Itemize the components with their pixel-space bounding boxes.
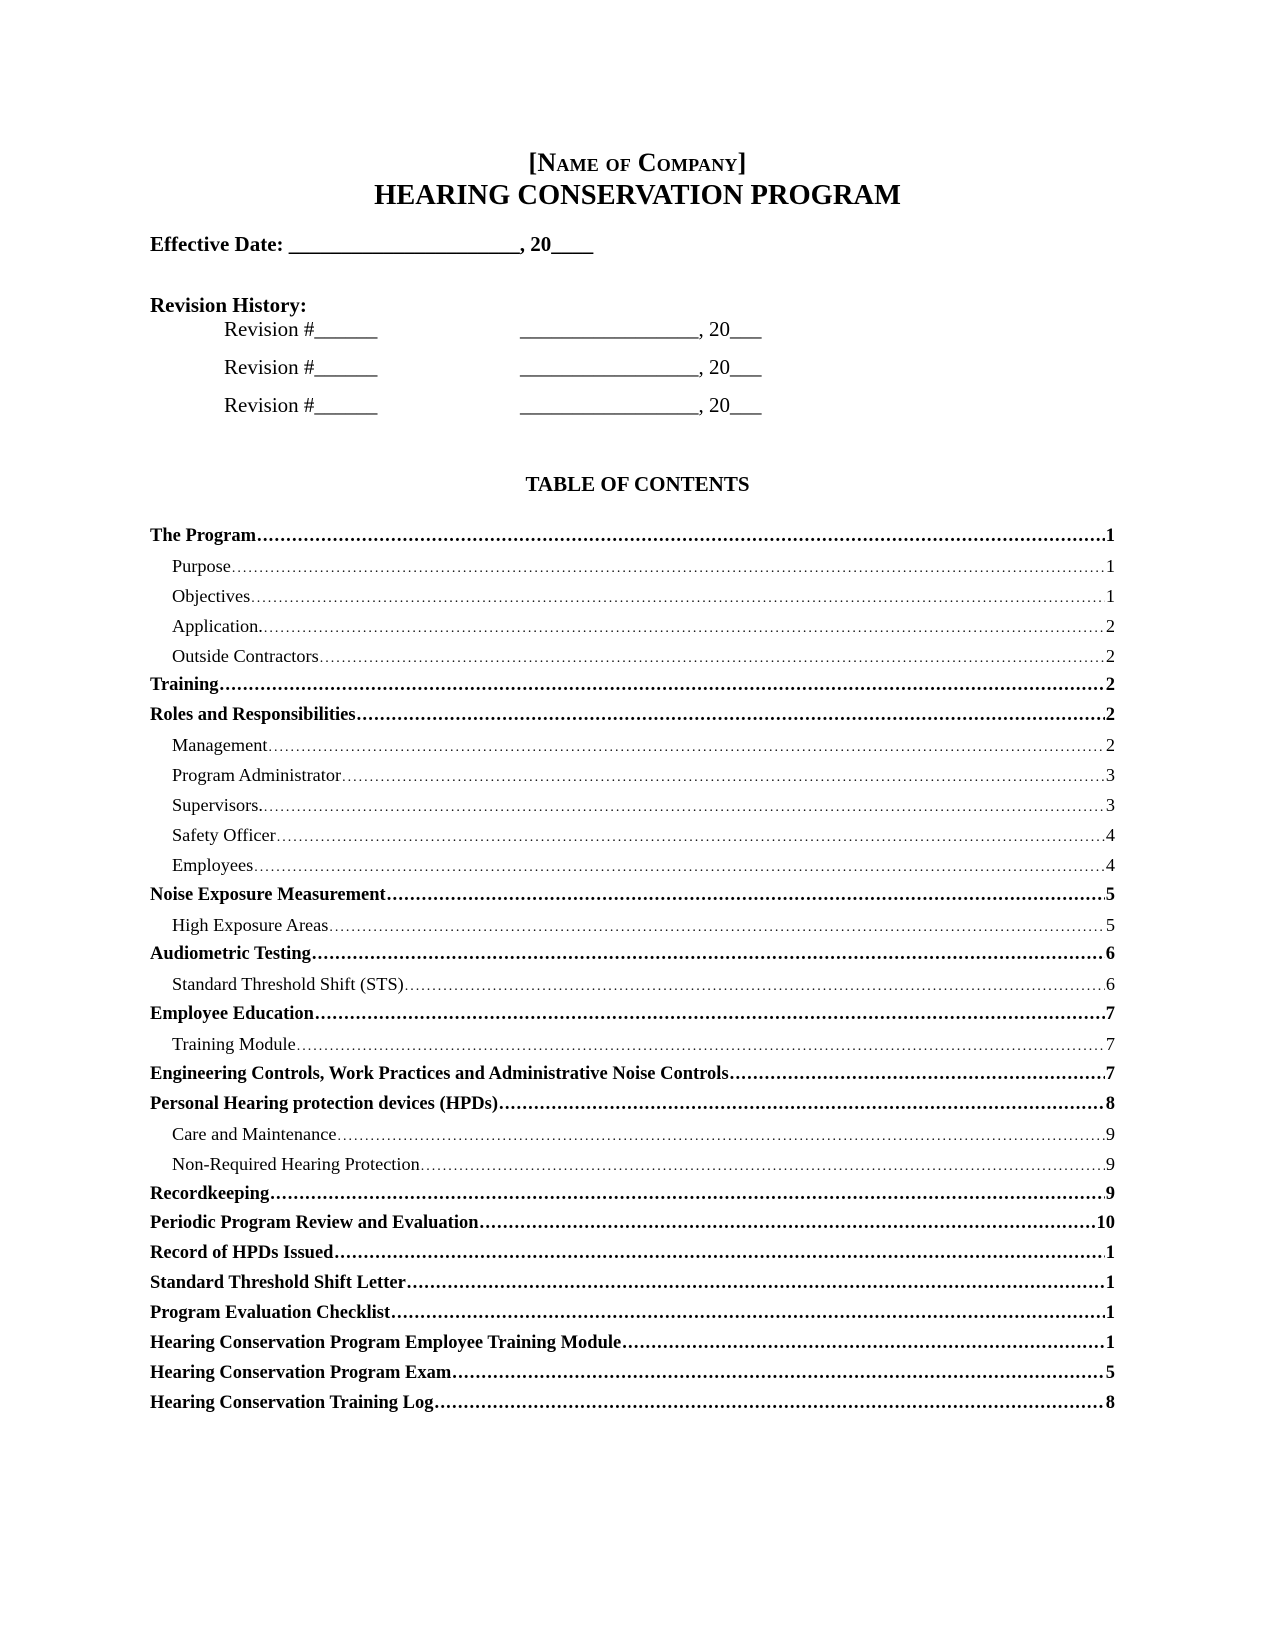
- toc-entry-title: Employee Education: [150, 1004, 314, 1025]
- toc-entry-page: 6: [1105, 944, 1115, 965]
- dot-leader: [254, 853, 1105, 883]
- toc-entry-title: High Exposure Areas: [172, 914, 329, 935]
- toc-entry[interactable]: [150, 1000, 1115, 1030]
- toc-entry-page: 2: [1105, 735, 1115, 756]
- revision-number-field[interactable]: Revision #______: [224, 355, 378, 379]
- toc-entry-title: Hearing Conservation Program Employee Training Module: [150, 1333, 622, 1354]
- toc-entry-page: 4: [1105, 854, 1115, 875]
- toc-entry-title: Standard Threshold Shift Letter: [150, 1273, 406, 1294]
- toc-entry-page: 2: [1105, 675, 1115, 696]
- toc-entry-page: 1: [1105, 526, 1115, 546]
- toc-entry[interactable]: [150, 1209, 1115, 1239]
- toc-entry-page: 2: [1105, 705, 1115, 726]
- dot-leader: [357, 701, 1105, 731]
- dot-leader: [391, 1299, 1105, 1329]
- toc-entry-page: 10: [1096, 1213, 1115, 1234]
- dot-leader: [220, 671, 1105, 701]
- toc-entry-page: 2: [1105, 645, 1115, 666]
- toc-entry[interactable]: [150, 671, 1115, 701]
- toc-entry-title: Roles and Responsibilities: [150, 705, 356, 726]
- toc-entry-page: 9: [1105, 1123, 1115, 1144]
- toc-entry[interactable]: [150, 1060, 1115, 1090]
- toc-entry-page: 4: [1105, 824, 1115, 845]
- toc-entry[interactable]: [150, 1090, 1115, 1120]
- toc-entry[interactable]: [150, 612, 1115, 642]
- toc-entry-page: 1: [1105, 1273, 1115, 1294]
- dot-leader: [407, 1269, 1105, 1299]
- document-title: HEARING CONSERVATION PROGRAM: [374, 180, 901, 211]
- company-name: [Name of Company]: [528, 148, 747, 177]
- toc-entry-title: Application.: [172, 615, 263, 636]
- toc-entry[interactable]: [150, 1299, 1115, 1329]
- dot-leader: [315, 1000, 1105, 1030]
- revision-date-field[interactable]: _________________, 20___: [520, 317, 762, 341]
- toc-entry-page: 2: [1105, 615, 1115, 636]
- toc-entry-title: Engineering Controls, Work Practices and Administrative Noise Controls: [150, 1064, 729, 1085]
- toc-entry[interactable]: [150, 1269, 1115, 1299]
- toc-entry-page: 1: [1105, 1243, 1115, 1264]
- toc-entry[interactable]: [150, 582, 1115, 612]
- toc-entry[interactable]: [150, 701, 1115, 731]
- toc-entry-title: Safety Officer: [172, 824, 276, 845]
- toc-entry[interactable]: [150, 642, 1115, 672]
- toc-entry-page: 6: [1105, 974, 1115, 995]
- toc-entry-page: 7: [1105, 1034, 1115, 1055]
- toc-entry-title: Training: [150, 675, 219, 696]
- toc-entry-title: Care and Maintenance: [172, 1123, 337, 1144]
- toc-entry[interactable]: [150, 1239, 1115, 1269]
- toc-entry-title: Hearing Conservation Training Log: [150, 1392, 434, 1413]
- toc-entry-title: Non-Required Hearing Protection: [172, 1153, 420, 1174]
- dot-leader: [251, 584, 1105, 614]
- dot-leader: [405, 972, 1105, 1002]
- toc-entry-page: 8: [1105, 1392, 1115, 1413]
- effective-date-line: [150, 232, 593, 257]
- revision-number-field[interactable]: Revision #______: [224, 317, 378, 341]
- toc-entry[interactable]: [150, 1030, 1115, 1060]
- dot-leader: [622, 1329, 1105, 1359]
- dot-leader: [277, 823, 1105, 853]
- revision-date-field[interactable]: _________________, 20___: [520, 393, 762, 417]
- toc-entry-title: Supervisors.: [172, 795, 263, 816]
- toc-entry-title: Management: [172, 735, 268, 756]
- toc-entry-page: 1: [1105, 1333, 1115, 1354]
- toc-entry[interactable]: [150, 1120, 1115, 1150]
- toc-entry-title: Standard Threshold Shift (STS): [172, 974, 404, 995]
- revision-date-field[interactable]: _________________, 20___: [520, 355, 762, 379]
- dot-leader: [232, 554, 1105, 584]
- dot-leader: [264, 614, 1105, 644]
- toc-entry-title: Record of HPDs Issued: [150, 1243, 334, 1264]
- dot-leader: [320, 644, 1105, 674]
- toc-entry-page: 7: [1105, 1064, 1115, 1085]
- dot-leader: [264, 793, 1105, 823]
- toc-entry-page: 1: [1105, 1303, 1115, 1324]
- toc-entry-title: Noise Exposure Measurement: [150, 884, 386, 905]
- toc-entry-title: Objectives: [172, 585, 251, 606]
- toc-entry-page: 7: [1105, 1004, 1115, 1025]
- dot-leader: [342, 763, 1105, 793]
- dot-leader: [312, 940, 1105, 970]
- toc-entry[interactable]: [150, 1329, 1115, 1359]
- dot-leader: [421, 1152, 1105, 1182]
- toc-entry-page: 3: [1105, 795, 1115, 816]
- toc-entry-page: 5: [1105, 884, 1115, 905]
- toc-entry-page: 9: [1105, 1183, 1115, 1204]
- dot-leader: [499, 1090, 1105, 1120]
- toc-entry-title: Purpose: [172, 555, 231, 576]
- dot-leader: [387, 881, 1105, 911]
- effective-date-label: Effective Date:: [150, 232, 284, 256]
- toc-entry-title: Audiometric Testing: [150, 944, 311, 965]
- toc-entry-page: 9: [1105, 1153, 1115, 1174]
- toc-heading: TABLE OF CONTENTS: [525, 472, 750, 496]
- toc-entry-title: Program Evaluation Checklist: [150, 1303, 391, 1324]
- toc-entry[interactable]: [150, 1359, 1115, 1389]
- dot-leader: [270, 1180, 1105, 1210]
- dot-leader: [480, 1209, 1096, 1239]
- dot-leader: [297, 1032, 1105, 1062]
- toc-entry[interactable]: [150, 791, 1115, 821]
- toc-entry-title: Personal Hearing protection devices (HPDs): [150, 1093, 499, 1114]
- toc-entry[interactable]: [150, 1150, 1115, 1180]
- dot-leader: [452, 1359, 1104, 1389]
- toc-entry[interactable]: [150, 761, 1115, 791]
- toc-entry-title: Training Module: [172, 1034, 296, 1055]
- toc-entry-page: 5: [1105, 1362, 1115, 1383]
- toc-entry[interactable]: [150, 821, 1115, 851]
- toc-entry[interactable]: [150, 911, 1115, 941]
- dot-leader: [435, 1389, 1105, 1419]
- toc-entry-title: Employees: [172, 854, 254, 875]
- toc-entry-title: Recordkeeping: [150, 1183, 270, 1204]
- toc-entry[interactable]: [150, 940, 1115, 970]
- dot-leader: [730, 1060, 1105, 1090]
- dot-leader: [334, 1239, 1104, 1269]
- revision-history-heading: Revision History:: [150, 293, 307, 317]
- toc-entry[interactable]: [150, 731, 1115, 761]
- dot-leader: [257, 522, 1105, 552]
- dot-leader: [329, 913, 1104, 943]
- toc-entry-page: 3: [1105, 765, 1115, 786]
- revision-number-field[interactable]: Revision #______: [224, 393, 378, 417]
- toc-entry-page: 8: [1105, 1093, 1115, 1114]
- toc-entry[interactable]: [150, 552, 1115, 582]
- toc-entry-title: Hearing Conservation Program Exam: [150, 1362, 452, 1383]
- toc-entry[interactable]: [150, 970, 1115, 1000]
- toc-entry[interactable]: [150, 881, 1115, 911]
- toc-entry-title: Program Administrator: [172, 765, 342, 786]
- toc-entry-title: Outside Contractors: [172, 645, 319, 666]
- toc-entry-title: The Program: [150, 526, 257, 546]
- dot-leader: [337, 1122, 1104, 1152]
- toc-entry-page: 1: [1105, 585, 1115, 606]
- effective-date-blank[interactable]: ______________________, 20____: [283, 232, 594, 256]
- toc-entry[interactable]: [150, 1180, 1115, 1210]
- dot-leader: [268, 733, 1104, 763]
- table-of-contents: [150, 522, 1115, 1419]
- toc-entry-page: 5: [1105, 914, 1115, 935]
- toc-entry[interactable]: [150, 522, 1115, 552]
- toc-entry[interactable]: [150, 1389, 1115, 1419]
- toc-entry-page: 1: [1105, 555, 1115, 576]
- toc-entry-title: Periodic Program Review and Evaluation: [150, 1213, 479, 1234]
- toc-entry[interactable]: [150, 851, 1115, 881]
